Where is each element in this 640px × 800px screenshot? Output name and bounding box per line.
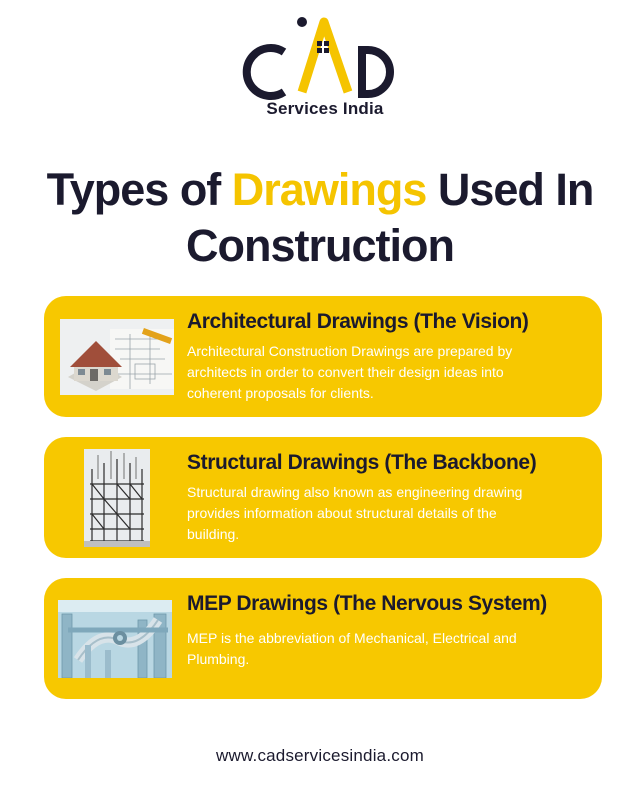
card-title: Structural Drawings (The Backbone): [187, 451, 537, 474]
page-title: [20, 162, 620, 274]
title-part-2: Used In Construction: [186, 164, 594, 271]
title-accent: Drawings: [231, 164, 427, 215]
title-part-1: Types of: [46, 164, 232, 215]
card-description: Architectural Construction Drawings are prepared by architects in order to convert their design ideas into coherent proposals for clients.: [187, 343, 513, 401]
card-title: Architectural Drawings (The Vision): [187, 310, 529, 333]
card-structural: [44, 437, 602, 558]
card-description: Structural drawing also known as engineering drawing provides information about structural details of the building.: [187, 484, 523, 542]
card-title: MEP Drawings (The Nervous System): [187, 592, 547, 615]
website-url[interactable]: www.cadservicesindia.com: [216, 746, 424, 765]
card-description: MEP is the abbreviation of Mechanical, Electrical and Plumbing.: [187, 630, 517, 667]
scaffolding-structure-icon: [84, 449, 150, 547]
cad-logo-icon: [240, 12, 410, 102]
brand-name: Services India: [266, 99, 384, 118]
card-mep: [44, 578, 602, 699]
architectural-model-icon: [60, 319, 174, 395]
card-architectural: [44, 296, 602, 417]
brand-logo: [240, 12, 410, 122]
pipes-ducts-icon: [58, 600, 172, 678]
